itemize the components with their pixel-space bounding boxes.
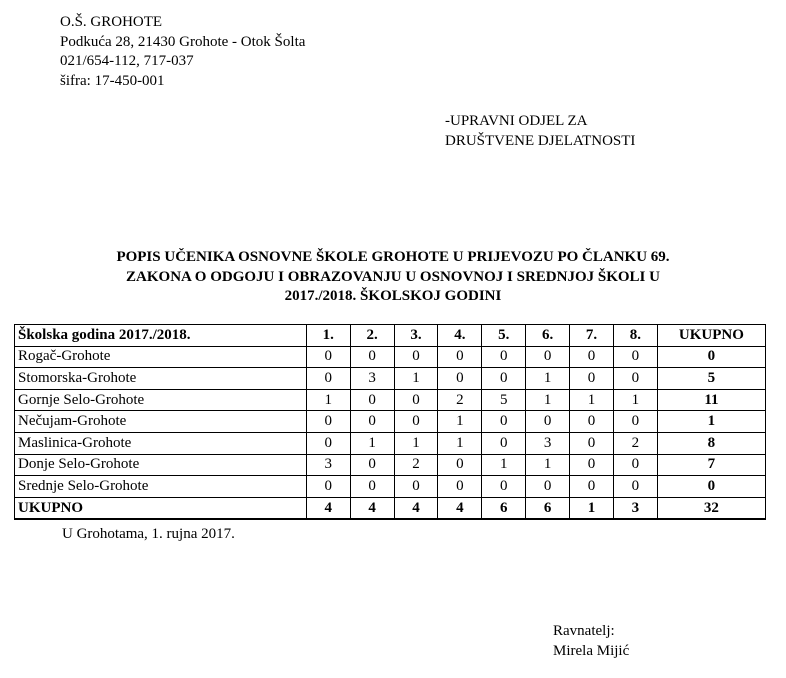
grade-6-cell: 3 xyxy=(526,432,570,454)
header-grade-8: 8. xyxy=(613,325,657,347)
grade-1-cell: 1 xyxy=(306,389,350,411)
grade-2-cell: 0 xyxy=(350,454,394,476)
route-name-cell: Gornje Selo-Grohote xyxy=(15,389,307,411)
row-total-cell: 7 xyxy=(657,454,765,476)
grade-8-cell: 0 xyxy=(613,368,657,390)
grade-1-cell: 3 xyxy=(306,454,350,476)
header-grade-6: 6. xyxy=(526,325,570,347)
grade-2-cell: 3 xyxy=(350,368,394,390)
table-row xyxy=(15,346,766,368)
grade-1-cell: 0 xyxy=(306,346,350,368)
grade-8-cell: 2 xyxy=(613,432,657,454)
row-total-cell: 5 xyxy=(657,368,765,390)
total-grade-2-cell: 4 xyxy=(350,497,394,519)
signature-block xyxy=(553,621,629,661)
grade-5-cell: 0 xyxy=(482,346,526,368)
route-name-cell: Rogač-Grohote xyxy=(15,346,307,368)
table-row xyxy=(15,454,766,476)
grade-6-cell: 1 xyxy=(526,389,570,411)
total-grade-1-cell: 4 xyxy=(306,497,350,519)
grade-1-cell: 0 xyxy=(306,432,350,454)
title-line-1: POPIS UČENIKA OSNOVNE ŠKOLE GROHOTE U PRIJEVOZU PO ČLANKU 69. xyxy=(116,249,670,265)
grade-2-cell: 0 xyxy=(350,346,394,368)
route-name-cell: Nečujam-Grohote xyxy=(15,411,307,433)
grade-4-cell: 0 xyxy=(438,454,482,476)
header-total: UKUPNO xyxy=(657,325,765,347)
row-total-cell: 11 xyxy=(657,389,765,411)
school-code: šifra: 17-450-001 xyxy=(60,72,165,89)
grade-1-cell: 0 xyxy=(306,368,350,390)
grade-7-cell: 0 xyxy=(570,432,614,454)
route-name-cell: Donje Selo-Grohote xyxy=(15,454,307,476)
table-row xyxy=(15,389,766,411)
grade-1-cell: 0 xyxy=(306,476,350,498)
title-line-2: ZAKONA O ODGOJU I OBRAZOVANJU U OSNOVNOJ I SREDNJOJ ŠKOLI U xyxy=(126,268,660,285)
grade-6-cell: 0 xyxy=(526,411,570,433)
title-line-3: 2017./2018. ŠKOLSKOJ GODINI xyxy=(284,288,502,304)
grade-3-cell: 0 xyxy=(394,476,438,498)
grade-7-cell: 0 xyxy=(570,346,614,368)
total-label-cell: UKUPNO xyxy=(15,497,307,519)
grade-8-cell: 0 xyxy=(613,454,657,476)
grade-7-cell: 0 xyxy=(570,368,614,390)
school-name: O.Š. GROHOTE xyxy=(60,14,163,30)
signature-name: Mirela Mijić xyxy=(553,643,630,659)
grade-7-cell: 0 xyxy=(570,411,614,433)
grade-3-cell: 2 xyxy=(394,454,438,476)
total-grade-8-cell: 3 xyxy=(613,497,657,519)
total-grade-4-cell: 4 xyxy=(438,497,482,519)
table-total-row xyxy=(15,497,766,519)
grade-3-cell: 1 xyxy=(394,432,438,454)
row-total-cell: 0 xyxy=(657,476,765,498)
grade-4-cell: 1 xyxy=(438,432,482,454)
table-row xyxy=(15,368,766,390)
grade-4-cell: 0 xyxy=(438,368,482,390)
total-grade-6-cell: 6 xyxy=(526,497,570,519)
table-row xyxy=(15,432,766,454)
grade-3-cell: 1 xyxy=(394,368,438,390)
grade-6-cell: 0 xyxy=(526,476,570,498)
row-total-cell: 0 xyxy=(657,346,765,368)
grade-4-cell: 2 xyxy=(438,389,482,411)
sender-block xyxy=(60,13,305,91)
header-grade-5: 5. xyxy=(482,325,526,347)
grade-5-cell: 0 xyxy=(482,432,526,454)
table-row xyxy=(15,411,766,433)
header-grade-2: 2. xyxy=(350,325,394,347)
grade-3-cell: 0 xyxy=(394,346,438,368)
grade-5-cell: 1 xyxy=(482,454,526,476)
grade-4-cell: 0 xyxy=(438,346,482,368)
grade-7-cell: 1 xyxy=(570,389,614,411)
grade-8-cell: 0 xyxy=(613,411,657,433)
dateline: U Grohotama, 1. rujna 2017. xyxy=(62,526,235,542)
grade-8-cell: 0 xyxy=(613,346,657,368)
grade-3-cell: 0 xyxy=(394,389,438,411)
grade-2-cell: 0 xyxy=(350,476,394,498)
route-name-cell: Maslinica-Grohote xyxy=(15,432,307,454)
total-grade-7-cell: 1 xyxy=(570,497,614,519)
recipient-block xyxy=(445,111,635,151)
grade-8-cell: 1 xyxy=(613,389,657,411)
table-row xyxy=(15,476,766,498)
recipient-line-2: DRUŠTVENE DJELATNOSTI xyxy=(445,133,636,149)
route-name-cell: Stomorska-Grohote xyxy=(15,368,307,390)
document-title xyxy=(0,248,786,307)
grade-8-cell: 0 xyxy=(613,476,657,498)
header-grade-1: 1. xyxy=(306,325,350,347)
route-name-cell: Srednje Selo-Grohote xyxy=(15,476,307,498)
header-grade-7: 7. xyxy=(570,325,614,347)
grade-1-cell: 0 xyxy=(306,411,350,433)
school-address: Podkuća 28, 21430 Grohote - Otok Šolta xyxy=(60,33,306,50)
grade-6-cell: 1 xyxy=(526,454,570,476)
grade-4-cell: 0 xyxy=(438,476,482,498)
grade-6-cell: 1 xyxy=(526,368,570,390)
header-grade-3: 3. xyxy=(394,325,438,347)
grade-7-cell: 0 xyxy=(570,476,614,498)
total-grade-3-cell: 4 xyxy=(394,497,438,519)
grade-3-cell: 0 xyxy=(394,411,438,433)
signature-role: Ravnatelj: xyxy=(553,623,615,639)
grade-5-cell: 0 xyxy=(482,368,526,390)
school-phone: 021/654-112, 717-037 xyxy=(60,53,194,69)
row-total-cell: 8 xyxy=(657,432,765,454)
grade-5-cell: 5 xyxy=(482,389,526,411)
grade-2-cell: 1 xyxy=(350,432,394,454)
header-school-year: Školska godina 2017./2018. xyxy=(15,325,307,347)
header-grade-4: 4. xyxy=(438,325,482,347)
grade-2-cell: 0 xyxy=(350,411,394,433)
grade-5-cell: 0 xyxy=(482,476,526,498)
grand-total-cell: 32 xyxy=(657,497,765,519)
grade-5-cell: 0 xyxy=(482,411,526,433)
row-total-cell: 1 xyxy=(657,411,765,433)
grade-7-cell: 0 xyxy=(570,454,614,476)
table-header-row xyxy=(15,325,766,347)
table-body xyxy=(15,346,766,519)
recipient-line-1: -UPRAVNI ODJEL ZA xyxy=(445,113,588,129)
grade-4-cell: 1 xyxy=(438,411,482,433)
grade-2-cell: 0 xyxy=(350,389,394,411)
students-table xyxy=(14,324,766,520)
grade-6-cell: 0 xyxy=(526,346,570,368)
total-grade-5-cell: 6 xyxy=(482,497,526,519)
